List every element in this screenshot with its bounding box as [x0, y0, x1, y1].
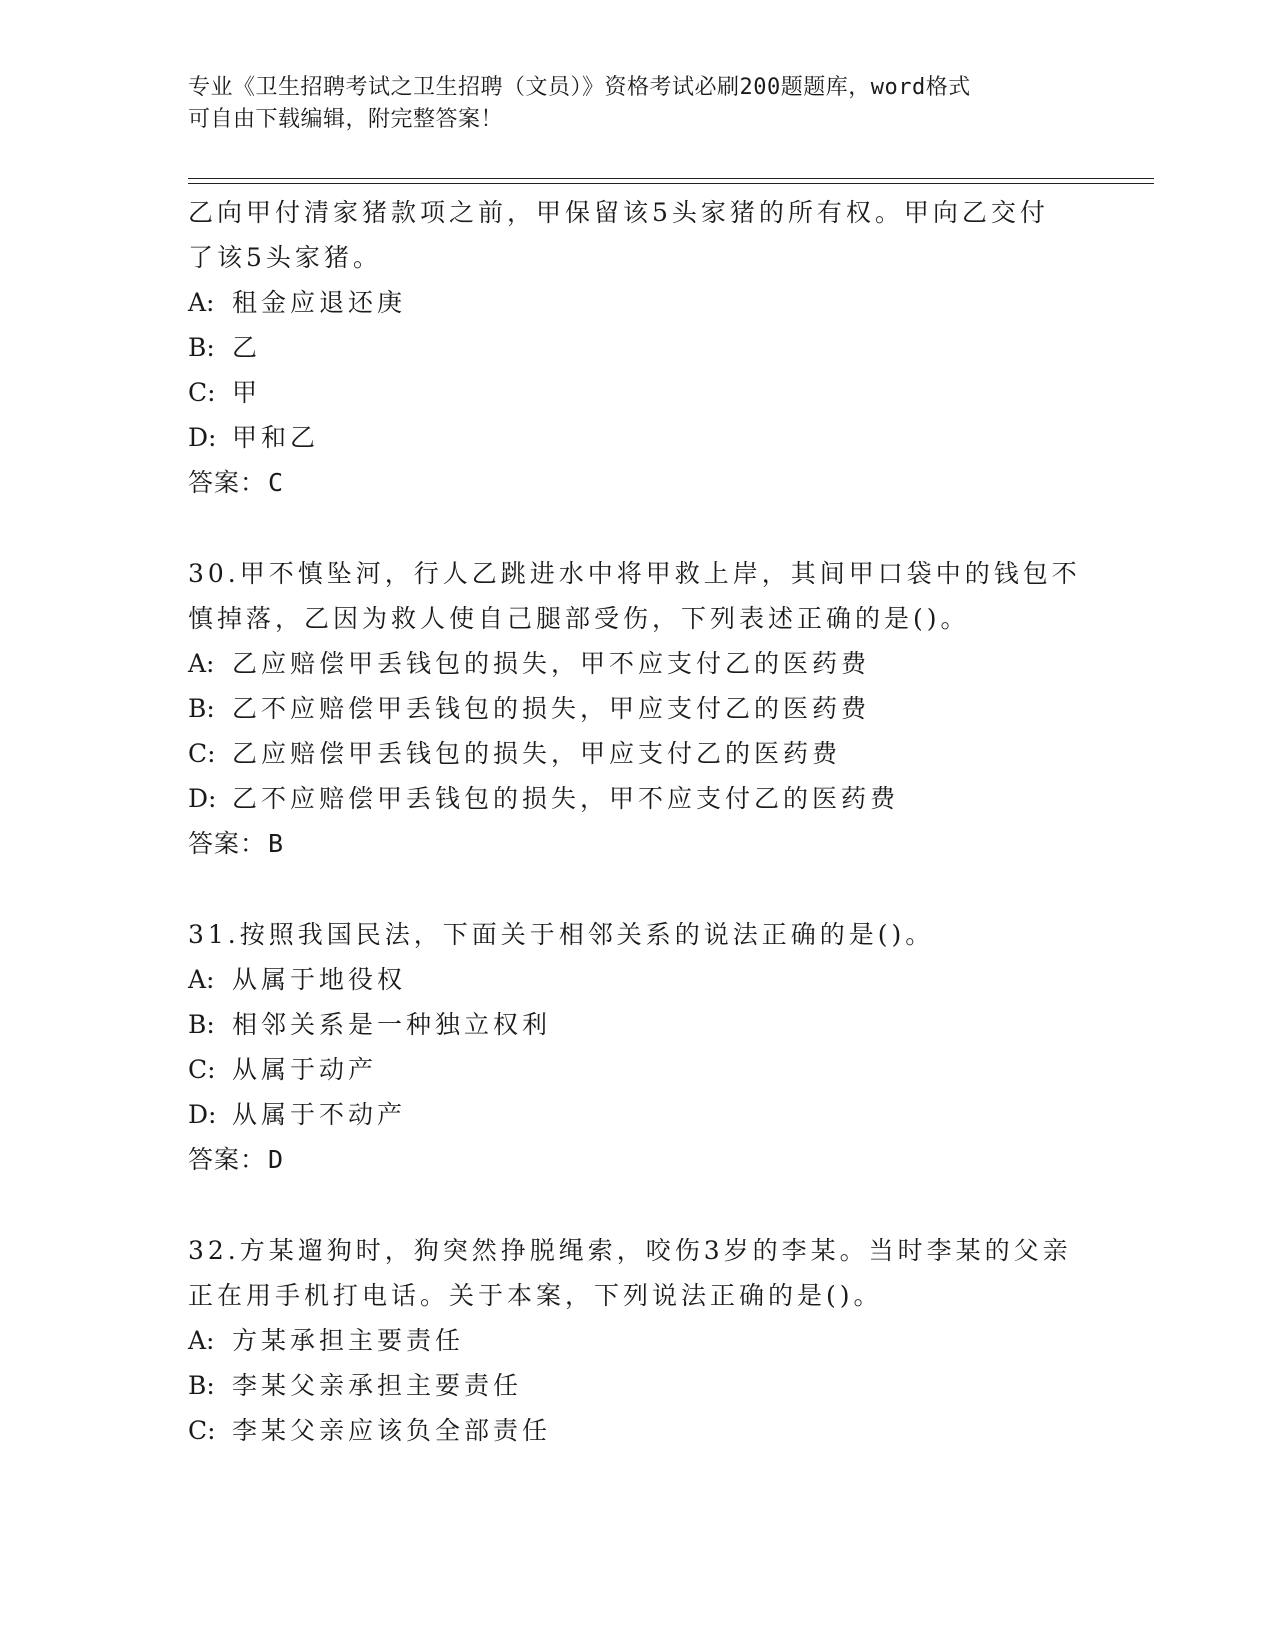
option-letter: C: [188, 1055, 216, 1084]
document-header [188, 72, 1068, 136]
option-c [188, 1408, 1108, 1453]
option-letter: C: [188, 1416, 216, 1445]
answer-label: 答案： [188, 468, 267, 497]
option-letter: A: [188, 649, 215, 678]
answer-label: 答案： [188, 1145, 267, 1174]
option-letter: B: [188, 1010, 215, 1039]
question-stem-line: 了该5头家猪。 [188, 243, 382, 272]
option-text: 甲和乙 [232, 423, 320, 452]
option-c [188, 1047, 1108, 1092]
option-a [188, 280, 1108, 325]
option-b [188, 1363, 1108, 1408]
question-block-continued [188, 190, 1108, 505]
option-letter: D: [188, 784, 217, 813]
question-block-31 [188, 912, 1108, 1182]
option-text: 李某父亲承担主要责任 [232, 1371, 523, 1400]
option-a [188, 641, 1108, 686]
answer-line [188, 821, 1108, 866]
option-text: 乙 [232, 333, 262, 362]
option-letter: A: [188, 288, 215, 317]
option-text: 乙应赔偿甲丢钱包的损失，甲不应支付乙的医药费 [232, 649, 871, 678]
option-letter: A: [188, 1326, 215, 1355]
option-text: 甲 [232, 378, 262, 407]
option-text: 从属于地役权 [232, 965, 407, 994]
answer-label: 答案： [188, 829, 267, 858]
question-stem-line: 32.方某遛狗时，狗突然挣脱绳索，咬伤3岁的李某。当时李某的父亲 [188, 1236, 1072, 1265]
header-divider-top [188, 178, 1154, 179]
option-text: 乙不应赔偿甲丢钱包的损失，甲不应支付乙的医药费 [232, 784, 900, 813]
question-list [188, 190, 1108, 1453]
answer-line [188, 460, 1108, 505]
header-divider-bottom [188, 183, 1154, 184]
option-b [188, 325, 1108, 370]
option-letter: B: [188, 1371, 215, 1400]
option-text: 相邻关系是一种独立权利 [232, 1010, 552, 1039]
option-letter: B: [188, 694, 215, 723]
option-letter: C: [188, 378, 216, 407]
option-text: 从属于不动产 [232, 1100, 407, 1129]
header-line-1: 专业《卫生招聘考试之卫生招聘（文员）》资格考试必刷200题题库，word格式 [188, 75, 971, 100]
option-text: 租金应退还庚 [232, 288, 407, 317]
option-letter: A: [188, 965, 215, 994]
option-text: 乙不应赔偿甲丢钱包的损失，甲应支付乙的医药费 [232, 694, 871, 723]
header-line-2: 可自由下载编辑，附完整答案！ [188, 107, 504, 132]
option-b [188, 1002, 1108, 1047]
option-c [188, 370, 1108, 415]
question-block-32 [188, 1228, 1108, 1453]
question-spacer [188, 866, 1108, 912]
option-text: 乙应赔偿甲丢钱包的损失，甲应支付乙的医药费 [232, 739, 842, 768]
answer-line [188, 1137, 1108, 1182]
option-text: 李某父亲应该负全部责任 [232, 1416, 552, 1445]
option-d [188, 415, 1108, 460]
question-spacer [188, 1182, 1108, 1228]
question-stem-line: 30.甲不慎坠河，行人乙跳进水中将甲救上岸，其间甲口袋中的钱包不 [188, 559, 1081, 588]
option-text: 从属于动产 [232, 1055, 378, 1084]
option-text: 方某承担主要责任 [232, 1326, 465, 1355]
option-d [188, 776, 1108, 821]
question-stem-line: 31.按照我国民法，下面关于相邻关系的说法正确的是()。 [188, 920, 935, 949]
option-letter: C: [188, 739, 216, 768]
option-letter: D: [188, 1100, 217, 1129]
option-c [188, 731, 1108, 776]
answer-value: C [268, 468, 285, 497]
question-stem-line: 正在用手机打电话。关于本案，下列说法正确的是()。 [188, 1281, 883, 1310]
option-letter: B: [188, 333, 215, 362]
answer-value: D [268, 1145, 285, 1174]
option-a [188, 957, 1108, 1002]
option-a [188, 1318, 1108, 1363]
answer-value: B [268, 829, 285, 858]
question-stem-line: 乙向甲付清家猪款项之前，甲保留该5头家猪的所有权。甲向乙交付 [188, 198, 1049, 227]
question-block-30 [188, 551, 1108, 866]
option-b [188, 686, 1108, 731]
question-spacer [188, 505, 1108, 551]
question-stem-line: 慎掉落，乙因为救人使自己腿部受伤，下列表述正确的是()。 [188, 604, 970, 633]
option-d [188, 1092, 1108, 1137]
option-letter: D: [188, 423, 217, 452]
